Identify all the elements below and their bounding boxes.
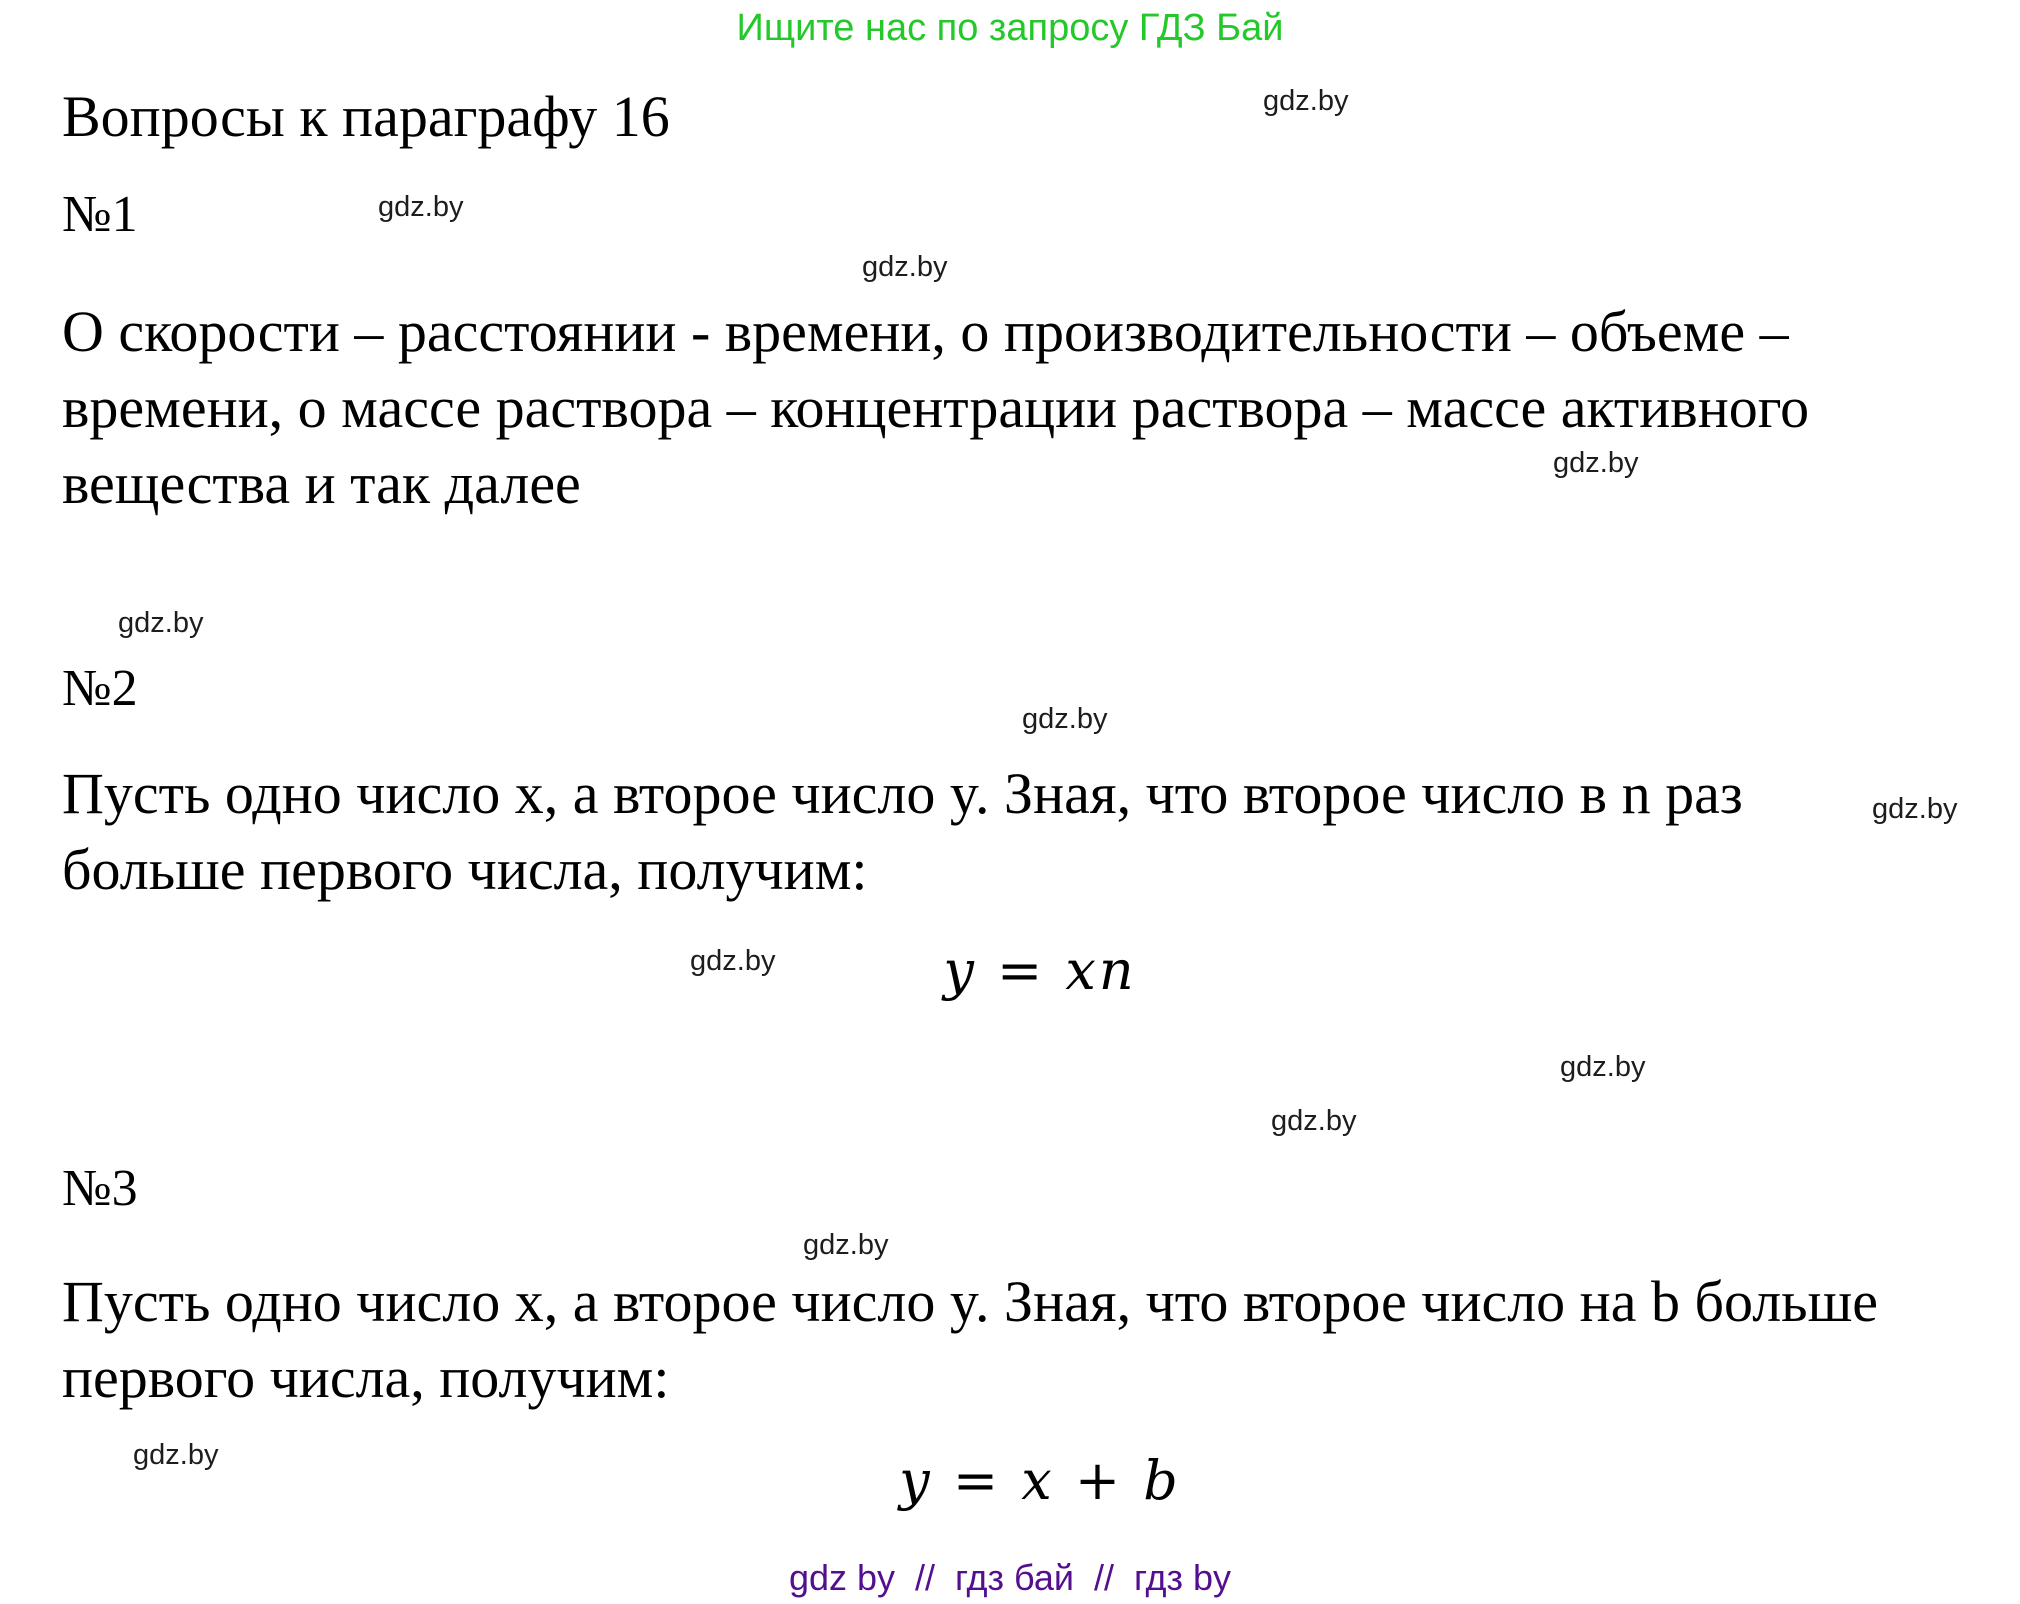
gdz-watermark: gdz.by xyxy=(1560,1051,1646,1083)
answer-line: О скорости – расстоянии - времени, о производительности – объеме – xyxy=(62,299,1789,364)
promo-banner-text: Ищите нас по запросу ГДЗ Бай xyxy=(736,7,1284,49)
answer-paragraph xyxy=(62,1264,1878,1416)
answer-paragraph xyxy=(62,294,1809,522)
formula-y-equals-x-plus-b: y = x + b xyxy=(899,1449,1181,1512)
footer-links: gdz by // гдз бай // гдз by xyxy=(788,1557,1232,1598)
page-title: Вопросы к параграфу 16 xyxy=(62,84,670,149)
gdz-watermark: gdz.by xyxy=(803,1229,889,1261)
gdz-watermark: gdz.by xyxy=(1263,85,1349,117)
answer-paragraph xyxy=(62,756,1743,908)
gdz-watermark: gdz.by xyxy=(133,1439,219,1471)
answer-line: времени, о массе раствора – концентрации раствора – массе активного xyxy=(62,375,1810,440)
answer-line: первого числа, получим: xyxy=(62,1345,670,1410)
formula-y-equals-xn: y = xn xyxy=(943,939,1137,1002)
question-number: №3 xyxy=(62,1160,138,1217)
answer-line: больше первого числа, получим: xyxy=(62,837,868,902)
gdz-watermark: gdz.by xyxy=(1022,703,1108,735)
gdz-watermark: gdz.by xyxy=(118,607,204,639)
answer-line: вещества и так далее xyxy=(62,451,581,516)
gdz-watermark: gdz.by xyxy=(862,251,948,283)
question-number: №2 xyxy=(62,660,138,717)
question-number: №1 xyxy=(62,186,138,243)
gdz-watermark: gdz.by xyxy=(378,191,464,223)
answer-line: Пусть одно число x, а второе число y. Зная, что второе число на b больше xyxy=(62,1269,1879,1334)
gdz-watermark: gdz.by xyxy=(690,945,776,977)
gdz-watermark: gdz.by xyxy=(1553,447,1639,479)
answer-line: Пусть одно число x, а второе число y. Зная, что второе число в n раз xyxy=(62,761,1743,826)
gdz-watermark: gdz.by xyxy=(1872,793,1958,825)
gdz-watermark: gdz.by xyxy=(1271,1105,1357,1137)
